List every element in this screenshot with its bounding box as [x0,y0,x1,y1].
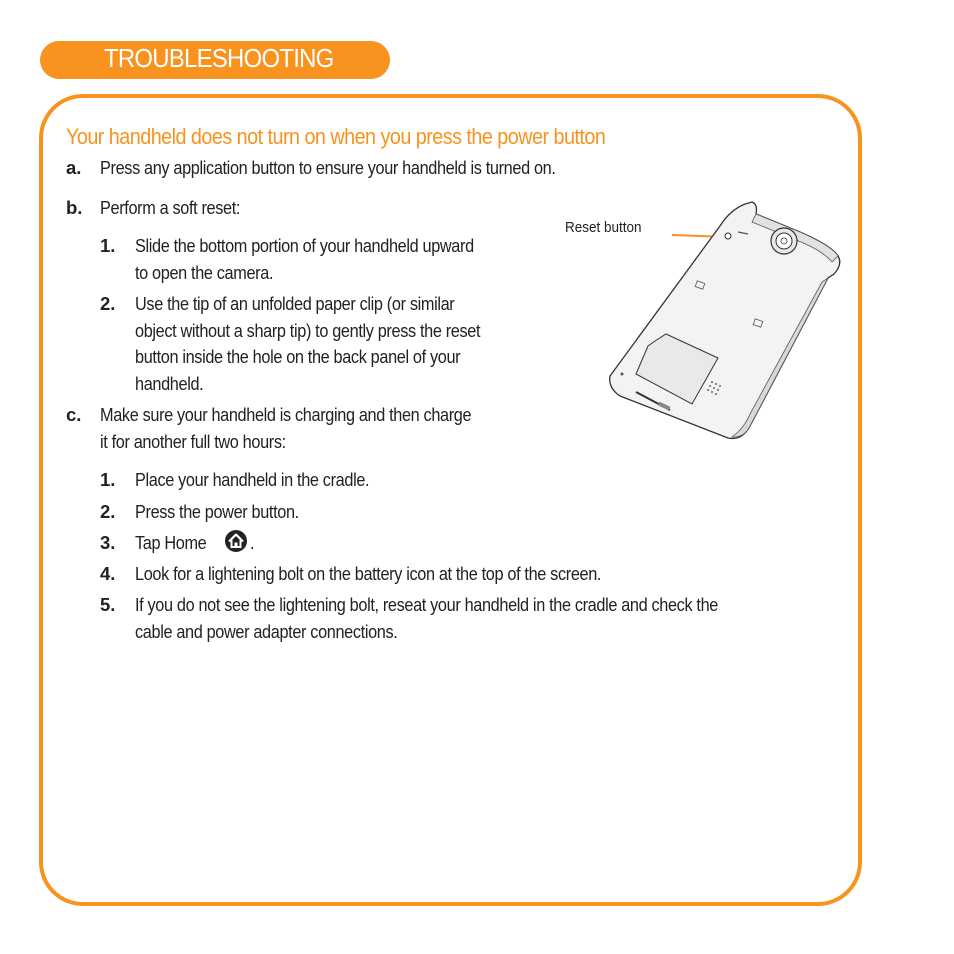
step-c5-marker: 5. [100,594,116,615]
step-c5-line: If you do not see the lightening bolt, reseat your handheld in the cradle and check the [135,594,719,615]
step-c-marker: c. [66,404,82,425]
step-a-marker: a. [66,157,82,178]
step-b1-marker: 1. [100,235,116,256]
step-c1-line: Place your handheld in the cradle. [135,469,370,490]
step-b2-line: button inside the hole on the back panel of your [135,346,461,367]
step-a-text: Press any application button to ensure your handheld is turned on. [100,157,556,178]
step-b2-line: handheld. [135,373,204,394]
step-b1-line: Slide the bottom portion of your handheld upward [135,235,474,256]
step-b-text: Perform a soft reset: [100,197,241,218]
step-c2-line: Press the power button. [135,501,299,522]
step-c3-period: . [250,532,255,553]
step-b1-line: to open the camera. [135,262,274,283]
reset-button-callout-label: Reset button [565,219,642,236]
step-c3-marker: 3. [100,532,116,553]
step-c-line: Make sure your handheld is charging and then charge [100,404,472,425]
step-c4-marker: 4. [100,563,116,584]
step-c2-marker: 2. [100,501,116,522]
step-c3-line: Tap Home [135,532,207,553]
step-b2-line: object without a sharp tip) to gently press the reset [135,320,481,341]
step-b-marker: b. [66,197,83,218]
handheld-back-illustration [600,196,850,451]
topic-title: Your handheld does not turn on when you press the power button [66,124,606,149]
step-b2-marker: 2. [100,293,116,314]
section-header-title: TROUBLESHOOTING [104,43,334,73]
step-b2-line: Use the tip of an unfolded paper clip (or similar [135,293,455,314]
section-header-pill [40,41,390,79]
step-c1-marker: 1. [100,469,116,490]
step-c-line: it for another full two hours: [100,431,286,452]
step-c5-line: cable and power adapter connections. [135,621,398,642]
home-icon [224,529,248,553]
step-c4-line: Look for a lightening bolt on the battery icon at the top of the screen. [135,563,602,584]
